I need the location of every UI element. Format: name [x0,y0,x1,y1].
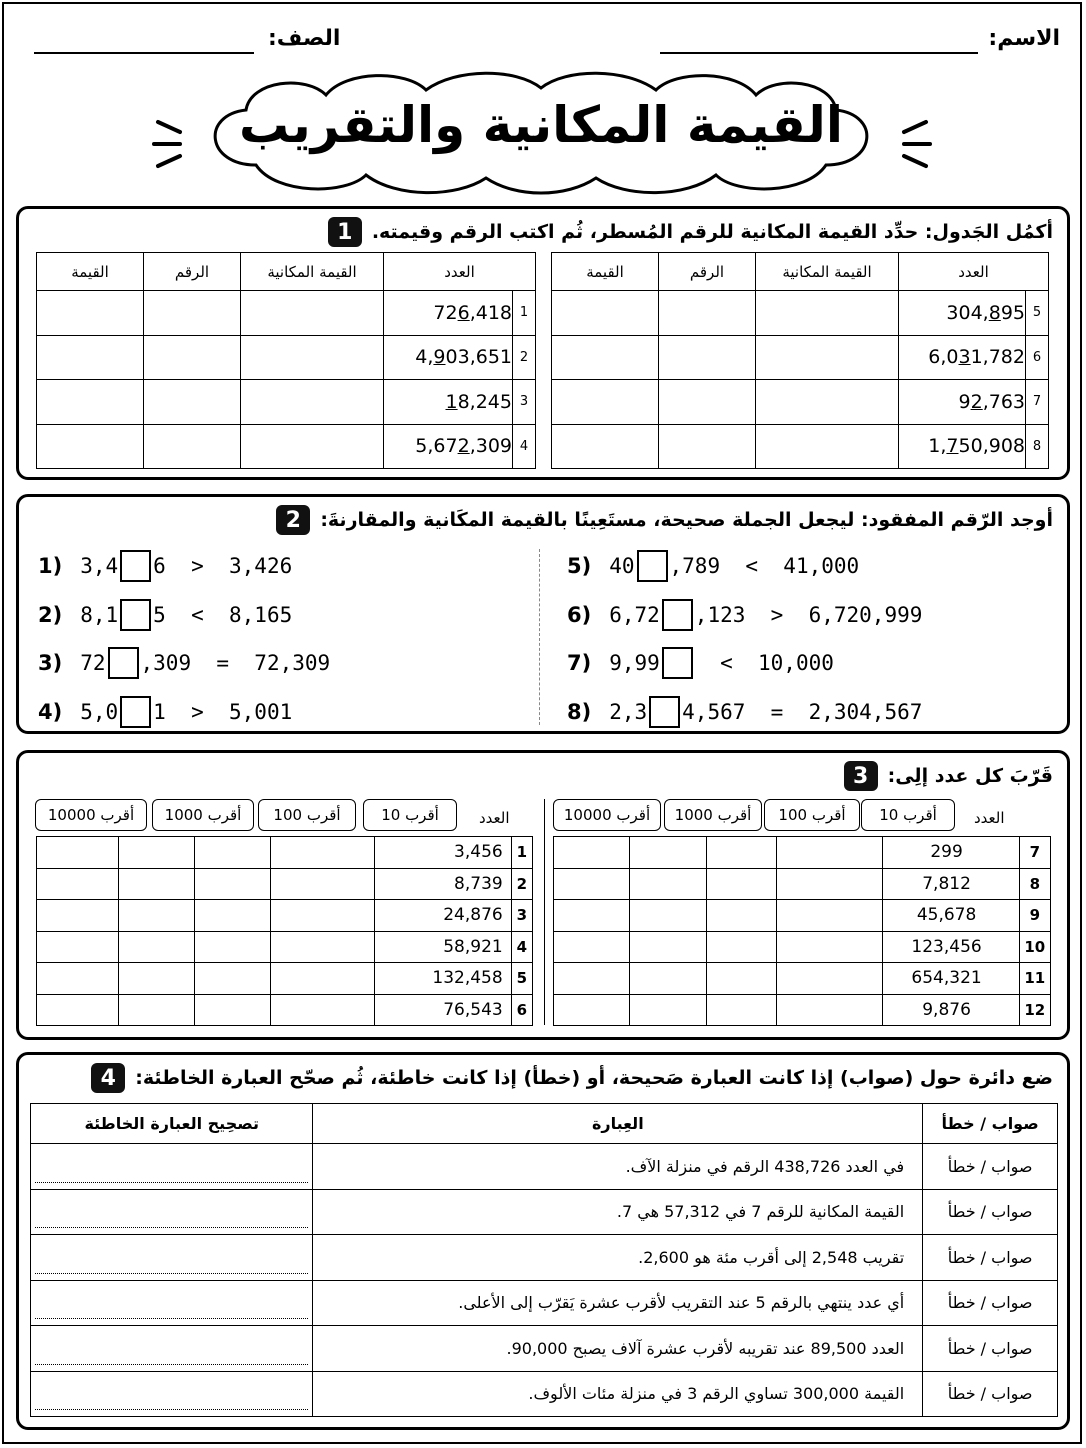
round-10-cell[interactable] [271,994,375,1026]
number-cell [384,424,513,469]
dotted-line [35,1227,308,1228]
round-100-cell[interactable] [195,963,271,995]
underlined-digit: 8 [988,301,1001,324]
table-row [37,931,533,963]
table-row [31,1144,1058,1190]
number-before: 8,1 [80,603,119,627]
comparison-item [567,599,922,631]
round-1000-cell[interactable] [118,963,194,995]
round-1000-cell[interactable] [118,837,194,869]
missing-digit-box[interactable] [637,550,668,582]
underlined-digit: 2 [970,390,983,413]
digit-cell[interactable] [659,424,756,469]
sparkle-right-icon [894,112,934,172]
table-row [554,994,1051,1026]
value-cell[interactable] [37,424,144,469]
number-part: 304, [946,301,989,324]
number-part: ,418 [469,301,512,324]
number-cell: 76,543 [374,994,511,1026]
value-cell[interactable] [37,380,144,425]
item-label: 4) [38,700,63,724]
table-row [31,1280,1058,1326]
section-1-header [328,217,1053,247]
statement-header: العِبارة [313,1104,923,1144]
table-row [554,868,1051,900]
round-10-cell[interactable] [777,994,882,1026]
row-index: 5 [511,963,532,995]
number-part: 1,782 [970,346,1025,369]
section-1 [16,206,1070,480]
number-cell [384,335,513,380]
section-3-header [844,761,1053,791]
table-row [552,291,1049,336]
item-label: 5) [567,554,592,578]
value-cell[interactable] [37,291,144,336]
number-cell: 24,876 [374,900,511,932]
number-cell: 45,678 [882,900,1019,932]
row-index: 8 [1019,868,1050,900]
section-3-table-right [36,836,533,1026]
round-100-cell[interactable] [706,963,777,995]
row-index: 4 [511,931,532,963]
round-100-cell[interactable] [706,837,777,869]
round-100-header: أقرب 100 [764,799,860,831]
row-index: 7 [1019,837,1050,869]
col-place: القيمة المكانية [241,253,384,291]
section-3-divider [544,799,545,1025]
correction-header: تصحِيح العبارة الخاطئة [31,1104,313,1144]
row-index: 6 [1026,335,1049,380]
round-10000-cell[interactable] [554,868,630,900]
round-10000-cell[interactable] [37,868,119,900]
table-row [31,1235,1058,1281]
number-part: ,309 [469,435,512,458]
place-cell[interactable] [241,335,384,380]
item-label: 1) [38,554,63,578]
row-index: 1 [511,837,532,869]
col-value: القيمة [37,253,144,291]
table-row [554,900,1051,932]
number-part: 50,908 [958,435,1025,458]
place-cell[interactable] [756,380,899,425]
number-part: 03,651 [445,346,512,369]
number-part: 95 [1000,301,1025,324]
name-line[interactable] [660,52,978,54]
round-10000-cell[interactable] [554,931,630,963]
correction-cell[interactable] [31,1144,313,1190]
comparison-item [567,550,859,582]
round-100-header: أقرب 100 [258,799,356,831]
number-cell: 132,458 [374,963,511,995]
number-part: 9 [958,390,971,413]
section-2-divider [539,549,540,725]
round-1000-cell[interactable] [630,900,706,932]
statement-cell: أي عدد ينتهي بالرقم 5 عند التقريب لأقرب عشرة يَقرّب إلى الأعلى. [313,1280,923,1326]
statement-cell: تقريب 2,548 إلى أقرب مئة هو 2,600. [313,1235,923,1281]
table-row [31,1371,1058,1417]
col-place: القيمة المكانية [756,253,899,291]
item-label: 3) [38,651,63,675]
number-before: 3,4 [80,554,119,578]
table-row [552,335,1049,380]
section-1-badge: 1 [328,217,362,247]
true-false-choice[interactable]: صواب / خطأ [923,1144,1058,1190]
statement-cell: العدد 89,500 عند تقريبه لأقرب عشرة آلاف يصبح 90,000. [313,1326,923,1372]
round-10-cell[interactable] [271,868,375,900]
round-10000-cell[interactable] [554,994,630,1026]
section-1-instruction: أكمُل الجَدول: حدِّد القيمة المكانية للرقم المُسطر، ثُم اكتب الرقم وقيمته. [371,221,1053,243]
number-cell [384,380,513,425]
round-100-cell[interactable] [195,994,271,1026]
round-1000-cell[interactable] [118,868,194,900]
table-row [37,837,533,869]
row-index: 7 [1026,380,1049,425]
round-1000-cell[interactable] [630,963,706,995]
section-3 [16,750,1070,1040]
round-10-cell[interactable] [271,900,375,932]
number-part: 4, [415,346,434,369]
number-part: 6,0 [928,346,959,369]
col-number: العدد [384,253,536,291]
digit-cell[interactable] [144,380,241,425]
missing-digit-box[interactable] [662,647,693,679]
row-index: 12 [1019,994,1050,1026]
place-cell[interactable] [756,291,899,336]
number-cell: 299 [882,837,1019,869]
round-100-cell[interactable] [195,931,271,963]
statement-cell: القيمة المكانية للرقم 7 في 57,312 هي 7. [313,1189,923,1235]
col-value: القيمة [552,253,659,291]
row-index: 8 [1026,424,1049,469]
number-part: 8,245 [457,390,512,413]
place-cell[interactable] [241,424,384,469]
round-10-cell[interactable] [271,963,375,995]
number-cell [899,380,1026,425]
number-part: 5,67 [415,435,458,458]
number-cell: 123,456 [882,931,1019,963]
place-cell[interactable] [241,380,384,425]
table-row [31,1189,1058,1235]
digit-cell[interactable] [144,335,241,380]
table-row [31,1326,1058,1372]
class-label: الصف: [268,26,341,51]
number-after: 1 > 5,001 [153,700,293,724]
section-3-instruction: قَرّبَ كل عدد إلِى: [887,765,1053,787]
round-100-cell[interactable] [195,900,271,932]
name-label: الاسم: [988,26,1060,51]
underlined-digit: 3 [958,346,971,369]
round-10-cell[interactable] [777,837,882,869]
table-row [552,380,1049,425]
digit-cell[interactable] [659,335,756,380]
round-10-cell[interactable] [271,931,375,963]
statement-cell: القيمة 300,000 تساوي الرقم 3 في منزلة مئات الألوف. [313,1371,923,1417]
round-1000-cell[interactable] [118,931,194,963]
value-cell[interactable] [552,291,659,336]
correction-cell[interactable] [31,1189,313,1235]
number-before: 2,3 [609,700,648,724]
number-cell: 3,456 [374,837,511,869]
section-4 [16,1052,1070,1430]
round-10000-cell[interactable] [37,837,119,869]
section-1-table-left [551,252,1049,469]
round-100-cell[interactable] [706,994,777,1026]
section-4-header [91,1063,1053,1093]
row-index: 2 [513,335,536,380]
place-cell[interactable] [756,335,899,380]
number-after: ,123 > 6,720,999 [694,603,923,627]
table-row [37,291,536,336]
number-header: العدد [479,809,510,827]
comparison-item [567,647,834,679]
round-1000-cell[interactable] [630,837,706,869]
page-title: القيمة المكانية والتقريب [239,96,843,154]
round-100-cell[interactable] [706,868,777,900]
row-index: 3 [513,380,536,425]
table-row [552,424,1049,469]
round-100-cell[interactable] [706,931,777,963]
number-before: 6,72 [609,603,660,627]
col-number: العدد [899,253,1049,291]
dotted-line [35,1409,308,1410]
round-1000-cell[interactable] [630,994,706,1026]
table-row [37,994,533,1026]
value-cell[interactable] [552,380,659,425]
row-index: 10 [1019,931,1050,963]
section-4-instruction: ضع دائرة حول (صواب) إذا كانت العبارة صَحيحة، أو (خطأ) إذا كانت خاطئة، ثُم صحّح العبارة الخاطئة: [135,1067,1053,1089]
missing-digit-box[interactable] [120,550,151,582]
col-digit: الرقم [144,253,241,291]
comparison-item [38,647,330,679]
round-10000-cell[interactable] [37,900,119,932]
col-digit: الرقم [659,253,756,291]
section-4-badge: 4 [91,1063,125,1093]
underlined-digit: 2 [457,435,470,458]
true-false-choice[interactable]: صواب / خطأ [923,1235,1058,1281]
round-10000-cell[interactable] [37,931,119,963]
table-row [37,900,533,932]
item-label: 2) [38,603,63,627]
comparison-item [38,599,292,631]
round-1000-cell[interactable] [630,868,706,900]
number-after: < 10,000 [694,651,834,675]
number-cell: 8,739 [374,868,511,900]
table-row [37,335,536,380]
dotted-line [35,1182,308,1183]
section-2-instruction: أوجد الرّقم المفقود: ليجعل الجملة صحيحة، مستَعِينًا بالقيمة المكَانية والمقارنةَ: [320,509,1053,531]
round-10000-header: أقرب 10000 [35,799,147,831]
number-after: ,789 < 41,000 [669,554,860,578]
correction-cell[interactable] [31,1280,313,1326]
number-cell: 58,921 [374,931,511,963]
row-index: 5 [1026,291,1049,336]
missing-digit-box[interactable] [120,696,151,728]
digit-cell[interactable] [659,291,756,336]
round-10-cell[interactable] [777,900,882,932]
round-10-header: أقرب 10 [363,799,457,831]
table-row [554,931,1051,963]
missing-digit-box[interactable] [120,599,151,631]
section-2 [16,494,1070,734]
row-index: 3 [511,900,532,932]
number-cell [384,291,513,336]
round-1000-cell[interactable] [118,994,194,1026]
round-10-cell[interactable] [777,868,882,900]
round-10-cell[interactable] [777,963,882,995]
value-cell[interactable] [552,335,659,380]
number-before: 40 [609,554,635,578]
number-header: العدد [974,809,1005,827]
row-index: 2 [511,868,532,900]
round-1000-header: أقرب 1000 [152,799,254,831]
place-cell[interactable] [241,291,384,336]
table-row [37,424,536,469]
comparison-item [38,696,292,728]
round-10-header: أقرب 10 [861,799,955,831]
place-cell[interactable] [756,424,899,469]
sparkle-left-icon [150,112,190,172]
comparison-item [567,696,922,728]
number-after: ,309 = 72,309 [140,651,331,675]
number-cell [899,291,1026,336]
class-line[interactable] [34,52,254,54]
digit-cell[interactable] [659,380,756,425]
round-10000-cell[interactable] [554,837,630,869]
number-before: 72 [80,651,106,675]
number-cell: 9,876 [882,994,1019,1026]
true-false-choice[interactable]: صواب / خطأ [923,1189,1058,1235]
round-1000-cell[interactable] [118,900,194,932]
true-false-choice[interactable]: صواب / خطأ [923,1371,1058,1417]
round-10000-header: أقرب 10000 [553,799,661,831]
round-1000-header: أقرب 1000 [664,799,762,831]
missing-digit-box[interactable] [649,696,680,728]
row-index: 4 [513,424,536,469]
section-2-header [276,505,1053,535]
correction-cell[interactable] [31,1371,313,1417]
tf-header: صواب / خطأ [923,1104,1058,1144]
number-part: 72 [433,301,458,324]
number-before: 9,99 [609,651,660,675]
number-cell: 654,321 [882,963,1019,995]
correction-cell[interactable] [31,1235,313,1281]
item-label: 6) [567,603,592,627]
round-10000-cell[interactable] [37,994,119,1026]
round-1000-cell[interactable] [630,931,706,963]
row-index: 11 [1019,963,1050,995]
digit-cell[interactable] [144,424,241,469]
comparison-item [38,550,292,582]
item-label: 8) [567,700,592,724]
missing-digit-box[interactable] [108,647,139,679]
round-10000-cell[interactable] [554,963,630,995]
round-10-cell[interactable] [271,837,375,869]
missing-digit-box[interactable] [662,599,693,631]
round-10000-cell[interactable] [37,963,119,995]
dotted-line [35,1318,308,1319]
number-part: ,763 [982,390,1025,413]
section-4-table [30,1103,1058,1417]
table-row [37,380,536,425]
underlined-digit: 9 [433,346,446,369]
round-100-cell[interactable] [195,837,271,869]
item-label: 7) [567,651,592,675]
section-3-table-left [553,836,1051,1026]
value-cell[interactable] [552,424,659,469]
number-after: 5 < 8,165 [153,603,293,627]
true-false-choice[interactable]: صواب / خطأ [923,1280,1058,1326]
underlined-digit: 7 [946,435,959,458]
row-index: 1 [513,291,536,336]
true-false-choice[interactable]: صواب / خطأ [923,1326,1058,1372]
dotted-line [35,1364,308,1365]
round-10000-cell[interactable] [554,900,630,932]
number-cell [899,335,1026,380]
dotted-line [35,1273,308,1274]
section-1-table-right [36,252,536,469]
value-cell[interactable] [37,335,144,380]
round-100-cell[interactable] [195,868,271,900]
table-row [37,963,533,995]
number-part: 1, [928,435,947,458]
underlined-digit: 6 [457,301,470,324]
digit-cell[interactable] [144,291,241,336]
number-after: 6 > 3,426 [153,554,293,578]
statement-cell: في العدد 438,726 الرقم في منزلة الآف. [313,1144,923,1190]
row-index: 9 [1019,900,1050,932]
section-3-badge: 3 [844,761,878,791]
row-index: 6 [511,994,532,1026]
number-cell [899,424,1026,469]
underlined-digit: 1 [445,390,458,413]
correction-cell[interactable] [31,1326,313,1372]
table-row [554,837,1051,869]
table-row [37,868,533,900]
table-row [554,963,1051,995]
number-cell: 7,812 [882,868,1019,900]
round-100-cell[interactable] [706,900,777,932]
round-10-cell[interactable] [777,931,882,963]
number-after: 4,567 = 2,304,567 [682,700,923,724]
section-2-badge: 2 [276,505,310,535]
number-before: 5,0 [80,700,119,724]
